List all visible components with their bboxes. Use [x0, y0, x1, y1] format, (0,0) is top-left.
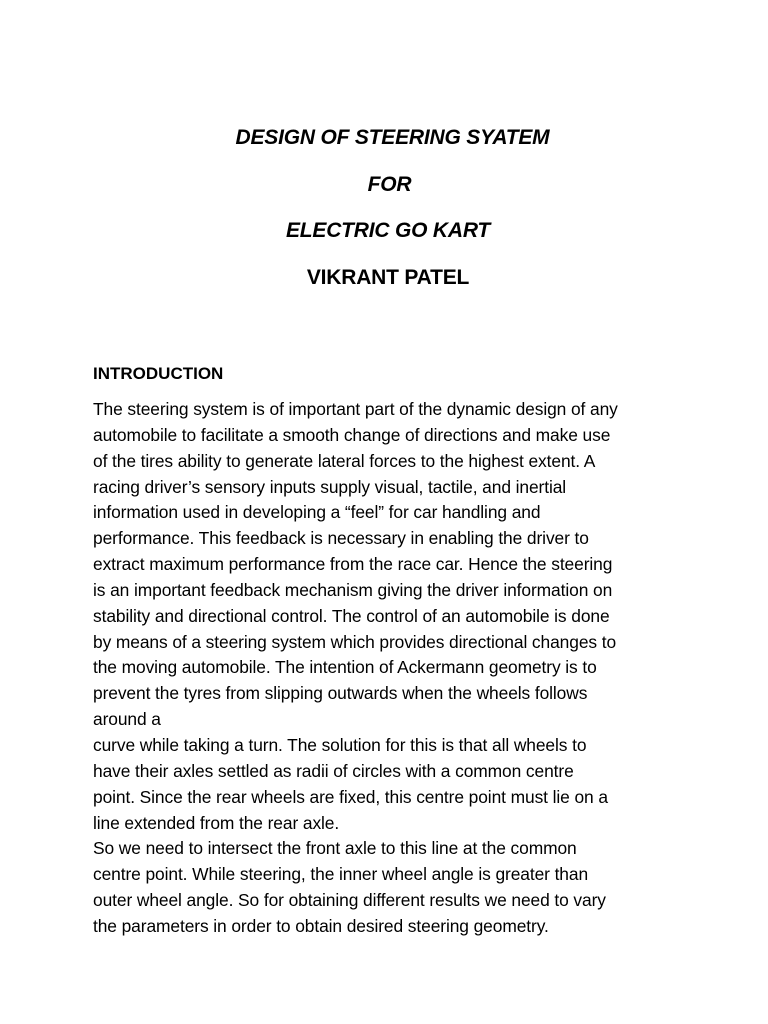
paragraph-line: racing driver’s sensory inputs supply visual, tactile, and inertial [93, 476, 567, 497]
paragraph-line: around a [93, 709, 161, 730]
paragraph-line: the moving automobile. The intention of Ackermann geometry is to [93, 657, 597, 678]
document-title-connector: FOR [367, 172, 412, 196]
paragraph-line: The steering system is of important part of the dynamic design of any [93, 399, 618, 419]
paragraph-line: the parameters in order to obtain desired steering geometry. [93, 915, 549, 936]
paragraph-line: curve while taking a turn. The solution for this is that all wheels to [93, 734, 587, 755]
paragraph-line: point. Since the rear wheels are fixed, this centre point must lie on a [93, 786, 608, 807]
paragraph-line: extract maximum performance from the race car. Hence the steering [93, 554, 613, 575]
paragraph-line: prevent the tyres from slipping outwards when the wheels follows [93, 683, 588, 704]
paragraph-line: outer wheel angle. So for obtaining different results we need to vary [93, 890, 606, 911]
paragraph-line: is an important feedback mechanism giving the driver information on [93, 579, 613, 600]
paragraph-line: of the tires ability to generate lateral forces to the highest extent. A [93, 450, 596, 471]
document-subtitle: ELECTRIC GO KART [285, 219, 491, 242]
introduction-paragraph [93, 397, 713, 940]
paragraph-line: automobile to facilitate a smooth change of directions and make use [93, 424, 611, 445]
author-name: VIKRANT PATEL [306, 265, 470, 289]
paragraph-line: have their axles settled as radii of circles with a common centre [93, 760, 574, 781]
paragraph-line: performance. This feedback is necessary in enabling the driver to [93, 528, 589, 549]
document-title: DESIGN OF STEERING SYATEM [235, 126, 550, 149]
paragraph-line: by means of a steering system which provides directional changes to [93, 631, 617, 652]
paragraph-line: line extended from the rear axle. [93, 812, 340, 833]
title-block [0, 122, 768, 308]
paragraph-line: stability and directional control. The control of an automobile is done [93, 605, 610, 626]
paragraph-line: So we need to intersect the front axle to this line at the common [93, 838, 577, 859]
section-heading: INTRODUCTION [93, 364, 224, 383]
paragraph-line: information used in developing a “feel” for car handling and [93, 502, 541, 523]
paragraph-line: centre point. While steering, the inner wheel angle is greater than [93, 864, 589, 885]
